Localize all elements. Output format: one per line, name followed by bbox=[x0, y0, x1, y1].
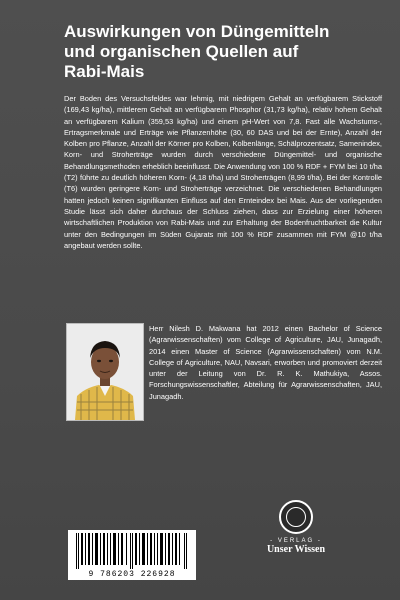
barcode-bars-icon bbox=[68, 530, 196, 570]
description-text: Der Boden des Versuchsfeldes war lehmig, mit niedrigem Gehalt an verfügbarem Stickstoff (169,43 kg/ha), mittlerem Gehalt an verfügbarem Phosphor (31,73 kg/ha), relativ hohem Gehalt an verfügbarem Kalium (359,53 kg/ha) und einem pH-Wert von 7,8. Fast alle Wachstums-, Ertragsmerkmale und Erträge wie Pflanzenhöhe (30, 60 DAS und bei der Ernte), Anzahl der Kolben pro Pflanze, Anzahl der Körner pro Kolben, Kolbenlänge, Schälprozentsatz, Samenindex, Korn- und Stroherträge wurden durch verschiedene Düngemittel- und organische Behandlungsmethoden erheblich beeinflusst. Die Anwendung von 100 % RDF + FYM bei 10 t/ha (T2) führte zu deutlich höheren Korn- (4,18 t/ha) und Stroherträgen (8,99 t/ha). Bei der Kontrolle (T6) wurden geringere Korn- und Stroherträge verzeichnet. Die verschiedenen Behandlungen hatten jedoch keinen signifikanten Einfluss auf den Ernteindex bei Mais. Aus der vorliegenden Studie lässt sich daher durchaus der Schluss ziehen, dass zur Erzielung einer höheren wirtschaftlichen Produktion von Rabi-Mais und zur Erhaltung der Bodenfruchtbarkeit die Kultur unter den Bedingungen im Süden Gujarats mit 100 % RDF zusammen mit FYM @10 t/ha angebaut werden sollte. bbox=[64, 94, 382, 250]
title-line-1: Auswirkungen von Düngemitteln bbox=[64, 22, 330, 41]
title-line-3: Rabi-Mais bbox=[64, 62, 145, 81]
author-bio: Herr Nilesh D. Makwana hat 2012 einen Bachelor of Science (Agrarwissenschaften) vom College of Agriculture, JAU, Junagadh, 2014 einen Master of Science (Agrarwissenschaften) vom N.M. College of Agriculture, NAU, Navsari, erworben und promoviert derzeit unter der Leitung von Dr. R. K. Mathukiya, Assos. Forschungswissenschaftler, Abteilung für Agrarwissenschaften, JAU, Junagadh. bbox=[149, 324, 382, 401]
title-line-2: und organischen Quellen auf bbox=[64, 42, 299, 61]
author-photo bbox=[66, 323, 144, 421]
publisher-verlag-label: - VERLAG - bbox=[270, 538, 322, 544]
isbn-digits: 9 786203 226928 bbox=[88, 570, 176, 579]
book-title bbox=[64, 22, 384, 82]
publisher-name: Unser Wissen bbox=[266, 544, 326, 555]
publisher-emblem-icon bbox=[279, 500, 313, 534]
author-portrait-image bbox=[67, 324, 143, 420]
isbn-barcode bbox=[68, 530, 196, 580]
publisher-logo bbox=[256, 500, 336, 560]
